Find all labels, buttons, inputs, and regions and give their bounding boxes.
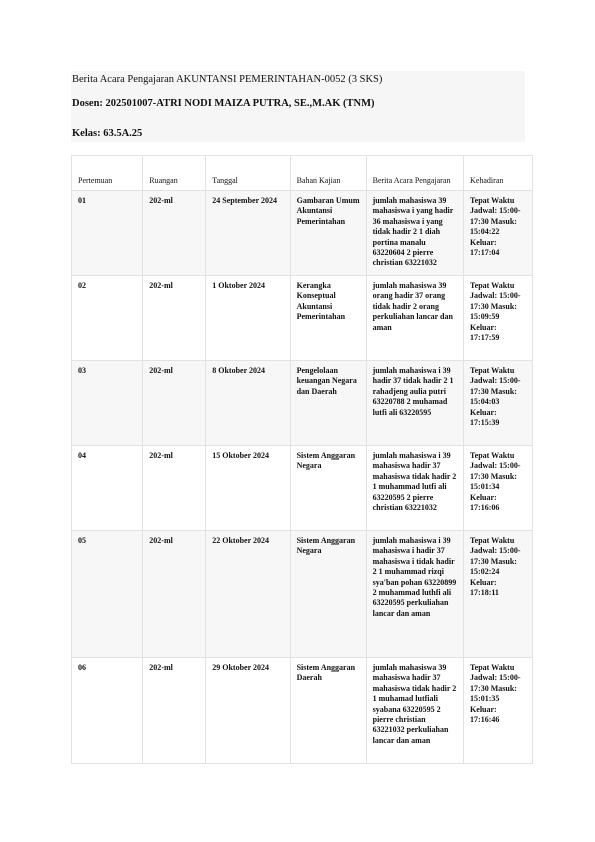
cell-ruangan: 202-ml — [143, 531, 206, 658]
title-prefix: Berita Acara Pengajaran — [72, 74, 175, 85]
column-header-ruangan: Ruangan — [143, 156, 206, 191]
cell-pertemuan: 02 — [72, 276, 143, 361]
column-header-pertemuan: Pertemuan — [72, 156, 143, 191]
cell-pertemuan: 05 — [72, 531, 143, 658]
table-row — [72, 276, 533, 361]
cell-ruangan: 202-ml — [143, 276, 206, 361]
cell-tanggal: 22 Oktober 2024 — [206, 531, 290, 658]
cell-bahan-kajian: Sistem Anggaran Negara — [290, 446, 366, 531]
cell-pertemuan: 01 — [72, 191, 143, 276]
cell-bahan-kajian: Kerangka Konseptual Akuntansi Pemerintahan — [290, 276, 366, 361]
column-header-kehadiran: Kehadiran — [464, 156, 533, 191]
cell-bahan-kajian: Gambaran Umum Akuntansi Pemerintahan — [290, 191, 366, 276]
table-header-row — [72, 156, 533, 191]
cell-pertemuan: 03 — [72, 361, 143, 446]
cell-bahan-kajian: Sistem Anggaran Negara — [290, 531, 366, 658]
cell-berita-acara: jumlah mahasiswa 39 orang hadir 37 orang tidak hadir 2 orang perkuliahan lancar dan aman — [366, 276, 463, 361]
cell-kehadiran: Tepat Waktu Jadwal: 15:00-17:30 Masuk: 15:09:59 Keluar: 17:17:59 — [464, 276, 533, 361]
cell-ruangan: 202-ml — [143, 658, 206, 764]
cell-berita-acara: jumlah mahasiswa i 39 mahasiswa hadir 37 mahasiswa tidak hadir 2 1 muhammad lutfi ali 63220595 2 pierre christian 63221032 — [366, 446, 463, 531]
cell-tanggal: 15 Oktober 2024 — [206, 446, 290, 531]
cell-berita-acara: jumlah mahasiswa 39 mahasiswa i yang hadir 36 mahasiswa i yang tidak hadir 2 1 diah portina manalu 63220604 2 pierre christian 63221032 — [366, 191, 463, 276]
cell-pertemuan: 06 — [72, 658, 143, 764]
cell-berita-acara: jumlah mahasiswa i 39 hadir 37 tidak hadir 2 1 rahadjeng aulia putri 63220788 2 muhamad lutfi ali 63220595 — [366, 361, 463, 446]
cell-kehadiran: Tepat Waktu Jadwal: 15:00-17:30 Masuk: 15:02:24 Keluar: 17:18:11 — [464, 531, 533, 658]
cell-tanggal: 1 Oktober 2024 — [206, 276, 290, 361]
cell-pertemuan: 04 — [72, 446, 143, 531]
table-row — [72, 658, 533, 764]
class-line: Kelas: 63.5A.25 — [72, 128, 143, 139]
cell-ruangan: 202-ml — [143, 191, 206, 276]
course-name: AKUNTANSI PEMERINTAHAN-0052 (3 SKS) — [176, 74, 383, 85]
cell-bahan-kajian: Pengelolaan keuangan Negara dan Daerah — [290, 361, 366, 446]
column-header-bahan-kajian: Bahan Kajian — [290, 156, 366, 191]
cell-berita-acara: jumlah mahasiswa i 39 mahasiswa i hadir 37 mahasiswa i tidak hadir 2 1 muhammad rizqi sya'ban pohan 63220899 2 muhammad luthfi ali 63220595 perkuliahan lancar dan aman — [366, 531, 463, 658]
document-header — [71, 71, 525, 142]
cell-tanggal: 8 Oktober 2024 — [206, 361, 290, 446]
cell-ruangan: 202-ml — [143, 361, 206, 446]
page-title — [72, 74, 382, 85]
cell-tanggal: 29 Oktober 2024 — [206, 658, 290, 764]
table-row — [72, 191, 533, 276]
cell-ruangan: 202-ml — [143, 446, 206, 531]
lecturer-line: Dosen: 202501007-ATRI NODI MAIZA PUTRA, SE.,M.AK (TNM) — [72, 98, 375, 109]
cell-kehadiran: Tepat Waktu Jadwal: 15:00-17:30 Masuk: 15:01:35 Keluar: 17:16:46 — [464, 658, 533, 764]
table-row — [72, 361, 533, 446]
column-header-tanggal: Tanggal — [206, 156, 290, 191]
cell-kehadiran: Tepat Waktu Jadwal: 15:00-17:30 Masuk: 15:04:03 Keluar: 17:15:39 — [464, 361, 533, 446]
cell-kehadiran: Tepat Waktu Jadwal: 15:00-17:30 Masuk: 15:04:22 Keluar: 17:17:04 — [464, 191, 533, 276]
cell-berita-acara: jumlah mahasiswa 39 mahasiswa hadir 37 mahasiswa tidak hadir 2 1 muhamad lutfiali syabana 63220595 2 pierre christian 63221032 perkuliahan lancar dan aman — [366, 658, 463, 764]
attendance-table — [71, 155, 533, 764]
table-row — [72, 446, 533, 531]
cell-bahan-kajian: Sistem Anggaran Daerah — [290, 658, 366, 764]
cell-kehadiran: Tepat Waktu Jadwal: 15:00-17:30 Masuk: 15:01:34 Keluar: 17:16:06 — [464, 446, 533, 531]
table-row — [72, 531, 533, 658]
cell-tanggal: 24 September 2024 — [206, 191, 290, 276]
column-header-berita-acara: Berita Acara Pengajaran — [366, 156, 463, 191]
